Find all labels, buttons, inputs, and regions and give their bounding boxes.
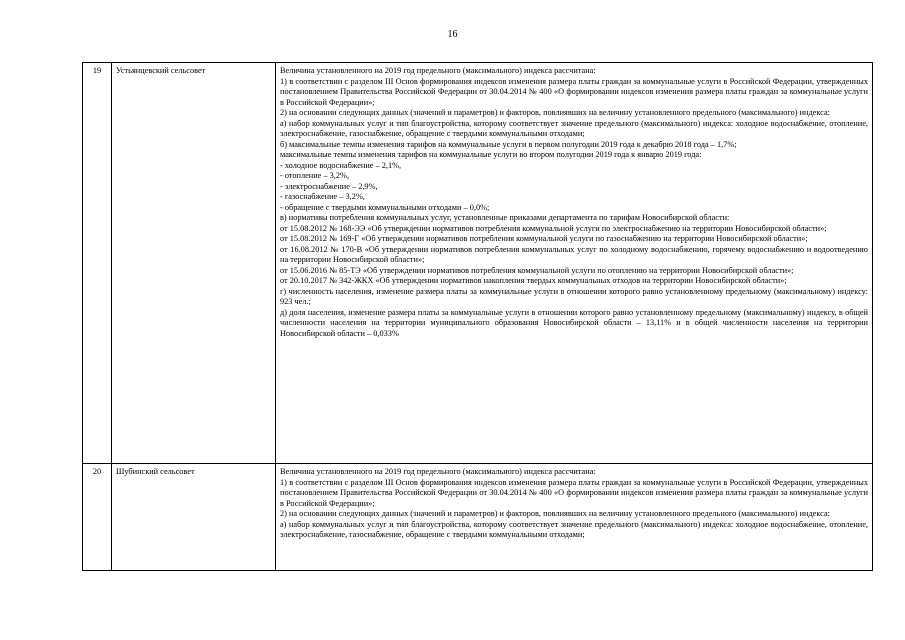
description-line: - отопление – 3,2%, — [280, 171, 350, 180]
index-description — [276, 464, 873, 571]
description-line: в) нормативы потребления коммунальных услуг, установленные приказами департамента по тарифам Новосибирской области: — [280, 213, 730, 222]
description-line: а) набор коммунальных услуг и тип благоустройства, которому соответствует значение предельного (максимального) индекса: холодное водоснабжение, отопление, электроснабжение, газоснабжение, обращение с твердыми коммунальными отходами; — [280, 118, 868, 138]
description-line: максимальные темпы изменения тарифов на коммунальные услуги во втором полугодии 2019 года к январю 2019 года: — [280, 150, 702, 159]
description-line: а) набор коммунальных услуг и тип благоустройства, которому соответствует значение предельного (максимального) индекса: холодное водоснабжение, отопление, электроснабжение, газоснабжение, обращение с твердыми коммунальными отходами; — [280, 519, 868, 539]
description-line: б) максимальные темпы изменения тарифов на коммунальные услуги в первом полугодии 2019 года к декабрю 2018 года – 1,7%; — [280, 139, 737, 149]
description-line: г) численность населения, изменение размера платы за коммунальные услуги в отношении которого равно установленному предельному (максимальному) индексу: 923 чел.; — [280, 286, 868, 306]
description-line: 1) в соответствии с разделом III Основ формирования индексов изменения размера платы граждан за коммунальные услуги в Российской Федерации, утвержденных постановлением Правительства Российской Федерации от 30.04.2014 № 400 «О формировании индексов изменения размера платы граждан за коммунальные услуги в Российской Федерации»; — [280, 76, 868, 107]
description-line: от 16.08.2012 № 170-В «Об утверждении нормативов потребления коммунальных услуг по холодному водоснабжению, горячему водоснабжению и водоотведению на территории Новосибирской области»; — [280, 244, 868, 264]
description-line: Величина установленного на 2019 год предельного (максимального) индекса рассчитана: — [280, 467, 596, 476]
description-line: 2) на основании следующих данных (значений и параметров) и факторов, повлиявших на величину установленного предельного (максимального) индекса: — [280, 108, 830, 117]
index-description — [276, 63, 873, 464]
table-row — [83, 464, 873, 571]
description-line: - газоснабжение – 3,2%, — [280, 192, 365, 201]
municipality-name: Устьянцевский сельсовет — [112, 63, 276, 464]
table-row — [83, 63, 873, 464]
row-number: 19 — [83, 63, 112, 464]
description-line: 2) на основании следующих данных (значений и параметров) и факторов, повлиявших на величину установленного предельного (максимального) индекса: — [280, 509, 830, 518]
description-line: от 20.10.2017 № 342-ЖКХ «Об утверждении нормативов накопления твердых коммунальных отходов на территории Новосибирской области»; — [280, 276, 787, 285]
description-line: - обращение с твердыми коммунальными отходами – 0,0%; — [280, 202, 490, 212]
description-line: - электроснабжение – 2,9%, — [280, 181, 378, 191]
municipality-name: Шубинский сельсовет — [112, 464, 276, 571]
description-line: от 15.06.2016 № 85-ТЭ «Об утверждении нормативов потребления коммунальной услуги по отоплению на территории Новосибирской области»; — [280, 265, 794, 275]
description-line: 1) в соответствии с разделом III Основ формирования индексов изменения размера платы граждан за коммунальные услуги в Российской Федерации, утвержденных постановлением Правительства Российской Федерации от 30.04.2014 № 400 «О формировании индексов изменения размера платы граждан за коммунальные услуги в Российской Федерации»; — [280, 477, 868, 508]
description-line: Величина установленного на 2019 год предельного (максимального) индекса рассчитана: — [280, 66, 596, 75]
description-line: от 15.08.2012 № 169-Г «Об утверждении нормативов потребления коммунальной услуги по газоснабжению на территории Новосибирской области»; — [280, 234, 808, 243]
description-line: - холодное водоснабжение – 2,1%, — [280, 160, 402, 170]
page-number: 16 — [447, 29, 458, 40]
row-number: 20 — [83, 464, 112, 571]
index-table — [82, 62, 873, 571]
description-line: д) доля населения, изменение размера платы за коммунальные услуги в отношении которого равно установленному предельному (максимальному) индексу, в общей численности населения на территории муниципального образования Новосибирской области – 13,11% и в общей численности населения на территории Новосибирской области – 0,033% — [280, 307, 868, 338]
description-line: от 15.08.2012 № 168-ЭЭ «Об утверждении нормативов потребления коммунальной услуги по электроснабжению на территории Новосибирской области»; — [280, 223, 827, 233]
